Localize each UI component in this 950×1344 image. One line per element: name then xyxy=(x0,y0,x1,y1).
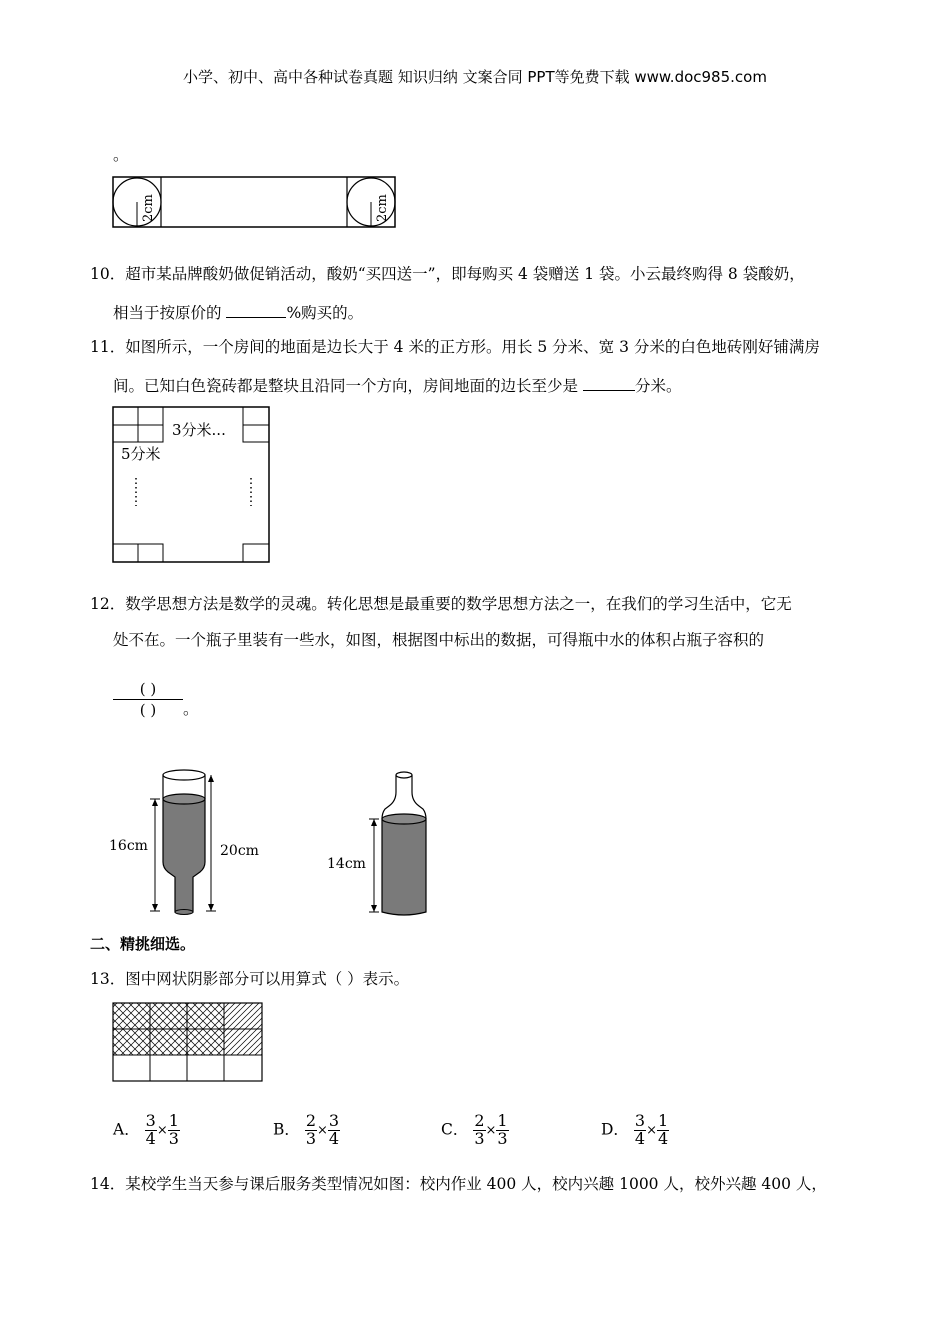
q12-frac-end: 。 xyxy=(183,700,199,718)
q10-line2-before: 相当于按原价的 xyxy=(113,304,227,322)
q11-answer-blank[interactable] xyxy=(583,376,635,391)
tile-width-label: 3分米... xyxy=(172,421,226,439)
top-period: 。 xyxy=(113,146,129,164)
fraction: $\frac{2}{3}$ xyxy=(305,1111,317,1148)
top-ellipse xyxy=(163,770,205,780)
q13-option-a[interactable] xyxy=(113,1113,180,1148)
times-sign: × xyxy=(317,1122,328,1138)
tile xyxy=(243,544,269,562)
fraction: $\frac{1}{3}$ xyxy=(497,1111,508,1148)
right-radius-label: 2cm xyxy=(375,194,390,222)
tile xyxy=(243,425,269,442)
circles-rectangle-figure xyxy=(110,174,400,230)
fraction: $\frac{3}{4}$ xyxy=(634,1111,646,1148)
tile xyxy=(243,407,269,425)
room-tile-figure xyxy=(110,404,274,566)
q11-line1: 11．如图所示，一个房间的地面是边长大于 4 米的正方形。用长 5 分米、宽 3 分米的白色地砖刚好铺满房 xyxy=(90,338,820,356)
q10-line2 xyxy=(113,303,363,322)
q10-answer-blank[interactable] xyxy=(226,303,286,318)
fraction: $\frac{1}{4}$ xyxy=(657,1111,669,1148)
tile xyxy=(113,544,138,562)
q10-line1: 10．超市某品牌酸奶做促销活动，酸奶“买四送一”，即每购买 4 袋赠送 1 袋。小云最终购得 8 袋酸奶， xyxy=(90,265,805,283)
bottle-upside-down xyxy=(109,770,259,915)
times-sign: × xyxy=(156,1122,168,1138)
fraction: $\frac{3}{4}$ xyxy=(328,1111,340,1148)
shaded-grid-figure xyxy=(111,1001,265,1085)
page-header: 小学、初中、高中各种试卷真题 知识归纳 文案合同 PPT等免费下载 www.doc985.com xyxy=(183,68,767,86)
bottle1-height-water-label: 16cm xyxy=(109,838,148,854)
tile-length-label: 5分米 xyxy=(121,445,161,463)
q11-line2-before: 间。已知白色瓷砖都是整块且沿同一个方向，房间地面的边长至少是 xyxy=(113,377,583,395)
q12-frac-bottom: ( ) xyxy=(139,701,157,719)
tile xyxy=(113,425,138,442)
bottle2-water-height-label: 14cm xyxy=(327,856,366,872)
times-sign: × xyxy=(485,1122,497,1138)
q12-fraction-answer[interactable] xyxy=(113,680,183,719)
fraction: $\frac{1}{3}$ xyxy=(168,1111,179,1148)
fraction: $\frac{3}{4}$ xyxy=(145,1111,156,1148)
neck-bottom xyxy=(175,910,193,915)
option-letter: B． xyxy=(273,1120,300,1139)
option-letter: D． xyxy=(601,1120,629,1139)
bottle-upright xyxy=(327,772,426,915)
q14-text: 14．某校学生当天参与课后服务类型情况如图：校内作业 400 人，校内兴趣 1000 人，校外兴趣 400 人， xyxy=(90,1175,827,1193)
q10-line2-after: %购买的。 xyxy=(286,304,364,322)
fraction: $\frac{2}{3}$ xyxy=(474,1111,485,1148)
water-fill xyxy=(163,799,205,912)
option-letter: A． xyxy=(113,1120,140,1139)
q13-option-b[interactable] xyxy=(273,1113,340,1148)
q12-frac-top: ( ) xyxy=(113,680,183,700)
tile xyxy=(138,544,163,562)
bottle1-total-height-label: 20cm xyxy=(220,843,259,859)
q12-line1: 12．数学思想方法是数学的灵魂。转化思想是最重要的数学思想方法之一，在我们的学习生活中，它无 xyxy=(90,595,792,613)
q11-line2-after: 分米。 xyxy=(634,377,682,395)
water-fill xyxy=(382,819,426,915)
q13-option-c[interactable] xyxy=(441,1113,509,1148)
water-surface xyxy=(163,794,205,804)
section2-title: 二、精挑细选。 xyxy=(90,935,196,953)
times-sign: × xyxy=(646,1122,657,1138)
tile xyxy=(138,425,163,442)
q12-line2: 处不在。一个瓶子里装有一些水，如图，根据图中标出的数据，可得瓶中水的体积占瓶子容积的 xyxy=(113,631,765,649)
water-surface xyxy=(382,814,426,824)
q13-text: 13．图中网状阴影部分可以用算式（ ）表示。 xyxy=(90,970,410,988)
tile xyxy=(113,407,138,425)
q11-line2 xyxy=(113,376,681,395)
left-radius-label: 2cm xyxy=(141,194,156,222)
option-letter: C． xyxy=(441,1120,469,1139)
q13-option-d[interactable] xyxy=(601,1113,669,1148)
bottles-figure xyxy=(105,765,435,925)
tile xyxy=(138,407,163,425)
